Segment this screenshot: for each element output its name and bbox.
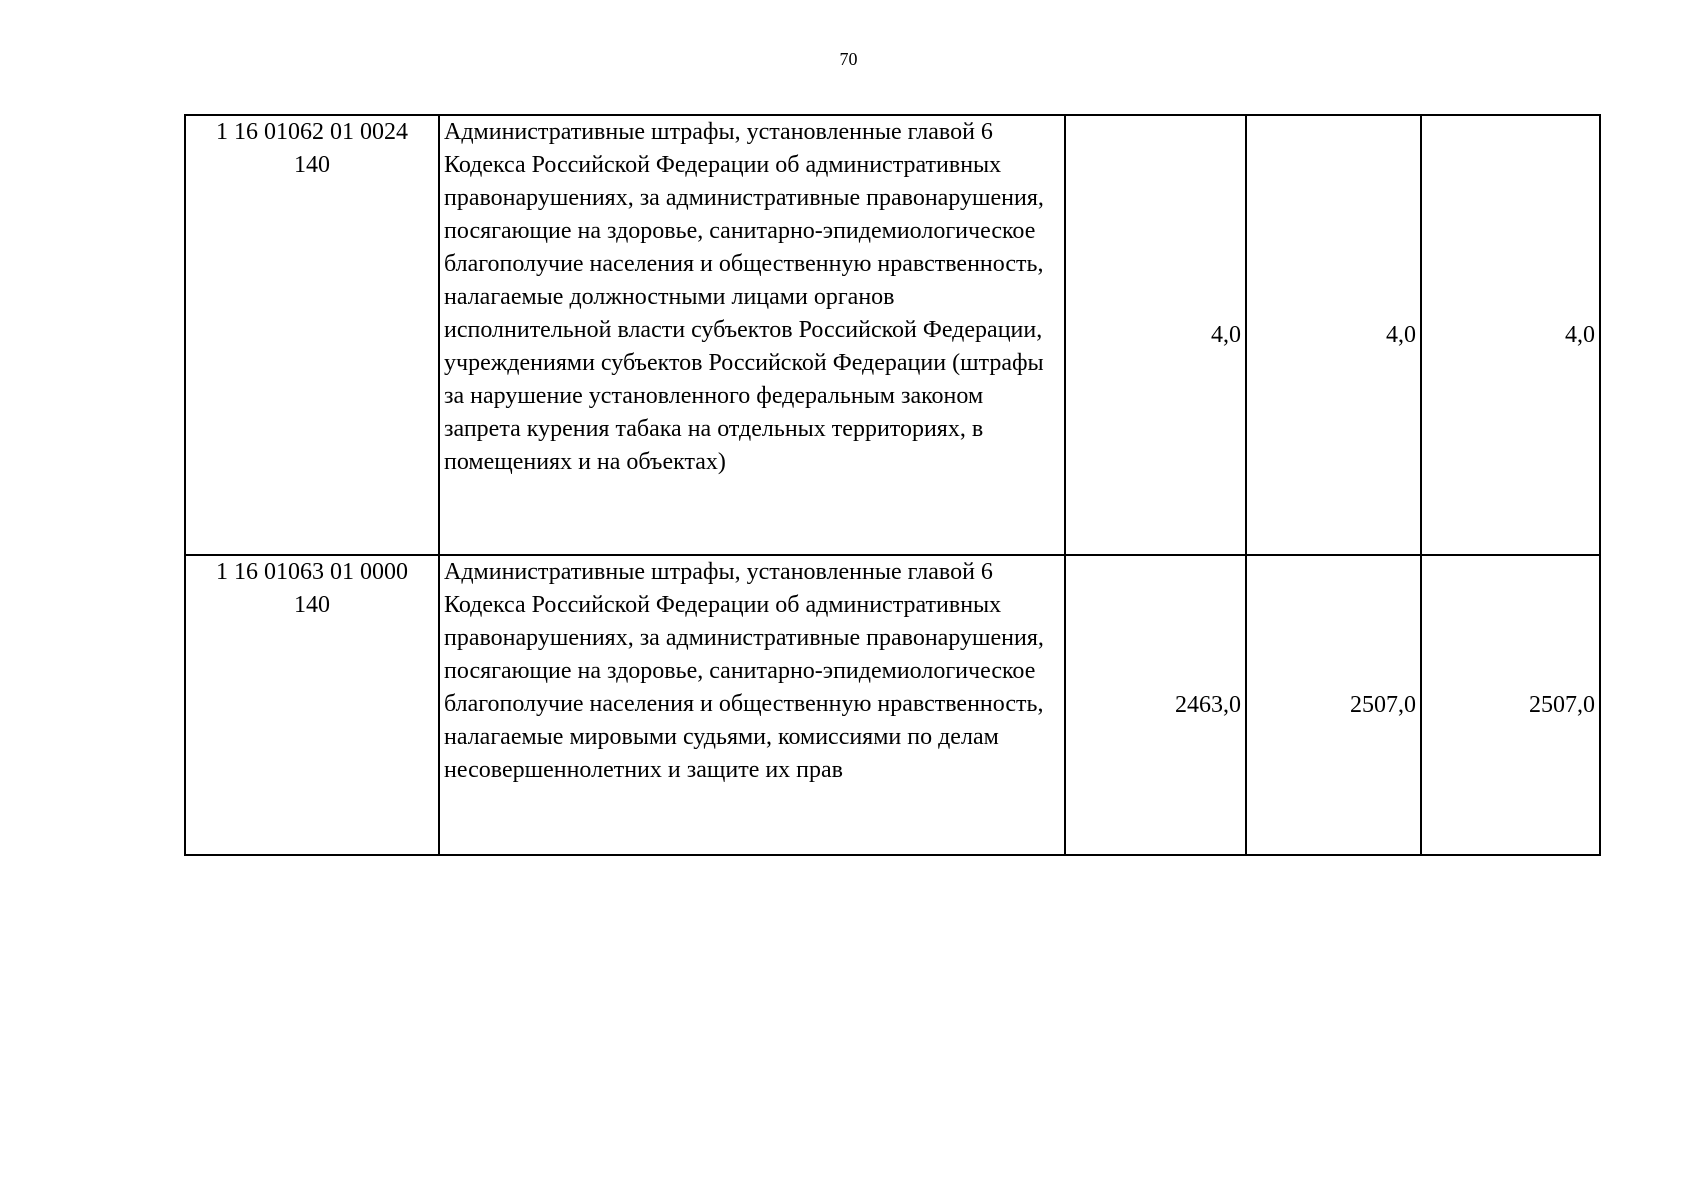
table-row xyxy=(185,115,1600,555)
amount-cell-year-2: 4,0 xyxy=(1246,115,1421,555)
table-row xyxy=(185,555,1600,855)
page-number: 70 xyxy=(839,49,858,69)
budget-code-line: 1 16 01063 01 0000 xyxy=(216,559,408,585)
amount-cell-year-3: 4,0 xyxy=(1421,115,1600,555)
budget-code-suffix: 140 xyxy=(294,592,330,618)
budget-code-cell xyxy=(185,115,439,555)
amount-cell-year-1: 4,0 xyxy=(1065,115,1246,555)
revenue-name-cell: Административные штрафы, установленные главой 6 Кодекса Российской Федерации об административных правонарушениях, за административные правонарушения, посягающие на здоровье, санитарно-эпидемиологическое благополучие населения и общественную нравственность, налагаемые мировыми судьями, комиссиями по делам несовершеннолетних и защите их прав xyxy=(439,555,1065,855)
amount-cell-year-2: 2507,0 xyxy=(1246,555,1421,855)
amount-cell-year-3: 2507,0 xyxy=(1421,555,1600,855)
budget-code-line: 1 16 01062 01 0024 xyxy=(216,119,408,145)
budget-code-cell xyxy=(185,555,439,855)
amount-cell-year-1: 2463,0 xyxy=(1065,555,1246,855)
revenue-name-cell: Административные штрафы, установленные главой 6 Кодекса Российской Федерации об административных правонарушениях, за административные правонарушения, посягающие на здоровье, санитарно-эпидемиологическое благополучие населения и общественную нравственность, налагаемые должностными лицами органов исполнительной власти субъектов Российской Федерации, учреждениями субъектов Российской Федерации (штрафы за нарушение установленного федеральным законом запрета курения табака на отдельных территориях, в помещениях и на объектах) xyxy=(439,115,1065,555)
budget-code-suffix: 140 xyxy=(294,152,330,178)
budget-revenue-table xyxy=(184,114,1601,856)
